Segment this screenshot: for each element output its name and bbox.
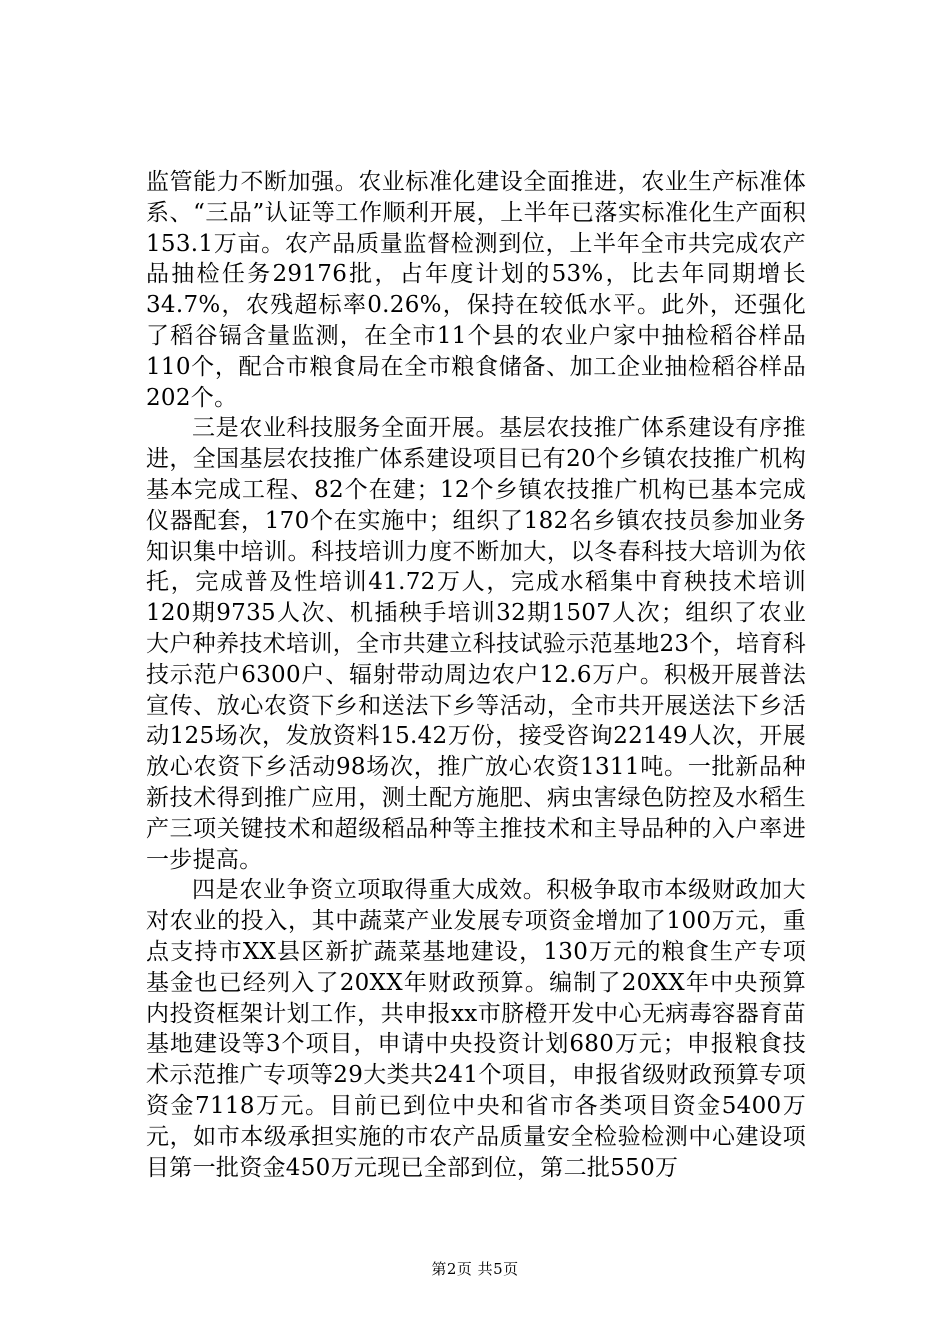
paragraph-quality-supervision: 监管能力不断加强。农业标准化建设全面推进，农业生产标准体系、“三品”认证等工作顺利开展，上半年已落实标准化生产面积153.1万亩。农产品质量监督检测到位，上半年全市共完成农产品抽检任务29176批，占年度计划的53%，比去年同期增长34.7%，农残超标率0.26%，保持在较低水平。此外，还强化了稻谷镉含量监测，在全市11个县的农业户家中抽检稻谷样品110个，配合市粮食局在全市粮食储备、加工企业抽检稻谷样品202个。 (146, 169, 806, 411)
paragraph-tech-services: 三是农业科技服务全面开展。基层农技推广体系建设有序推进，全国基层农技推广体系建设项目已有20个乡镇农技推广机构基本完成工程、82个在建；12个乡镇农技推广机构已基本完成仪器配套，170个在实施中；组织了182名乡镇农技员参加业务知识集中培训。科技培训力度不断加大，以冬春科技大培训为依托，完成普及性培训41.72万人，完成水稻集中育秧技术培训120期9735人次、机插秧手培训32期1507人次；组织了农业大户种养技术培训，全市共建立科技试验示范基地23个，培育科技示范户6300户、辐射带动周边农户12.6万户。积极开展普法宣传、放心农资下乡和送法下乡等活动，全市共开展送法下乡活动125场次，发放资料15.42万份，接受咨询22149人次，开展放心农资下乡活动98场次，推广放心农资1311吨。一批新品种新技术得到推广应用，测土配方施肥、病虫害绿色防控及水稻生产三项关键技术和超级稻品种等主推技术和主导品种的入户率进一步提高。 (146, 415, 806, 873)
page-footer: 第2页 共5页 (431, 1260, 519, 1278)
document-body (146, 167, 806, 1183)
paragraph-project-funding: 四是农业争资立项取得重大成效。积极争取市本级财政加大对农业的投入，其中蔬菜产业发展专项资金增加了100万元，重点支持市XX县区新扩蔬菜基地建设，130万元的粮食生产专项基金也已经列入了20XX年财政预算。编制了20XX年中央预算内投资框架计划工作，共申报xx市脐橙开发中心无病毒容器育苗基地建设等3个项目，申请中央投资计划680万元；申报粮食技术示范推广专项等29大类共241个项目，申报省级财政预算专项资金7118万元。目前已到位中央和省市各类项目资金5400万元，如市本级承担实施的市农产品质量安全检验检测中心建设项目第一批资金450万元现已全部到位，第二批550万 (146, 877, 806, 1181)
